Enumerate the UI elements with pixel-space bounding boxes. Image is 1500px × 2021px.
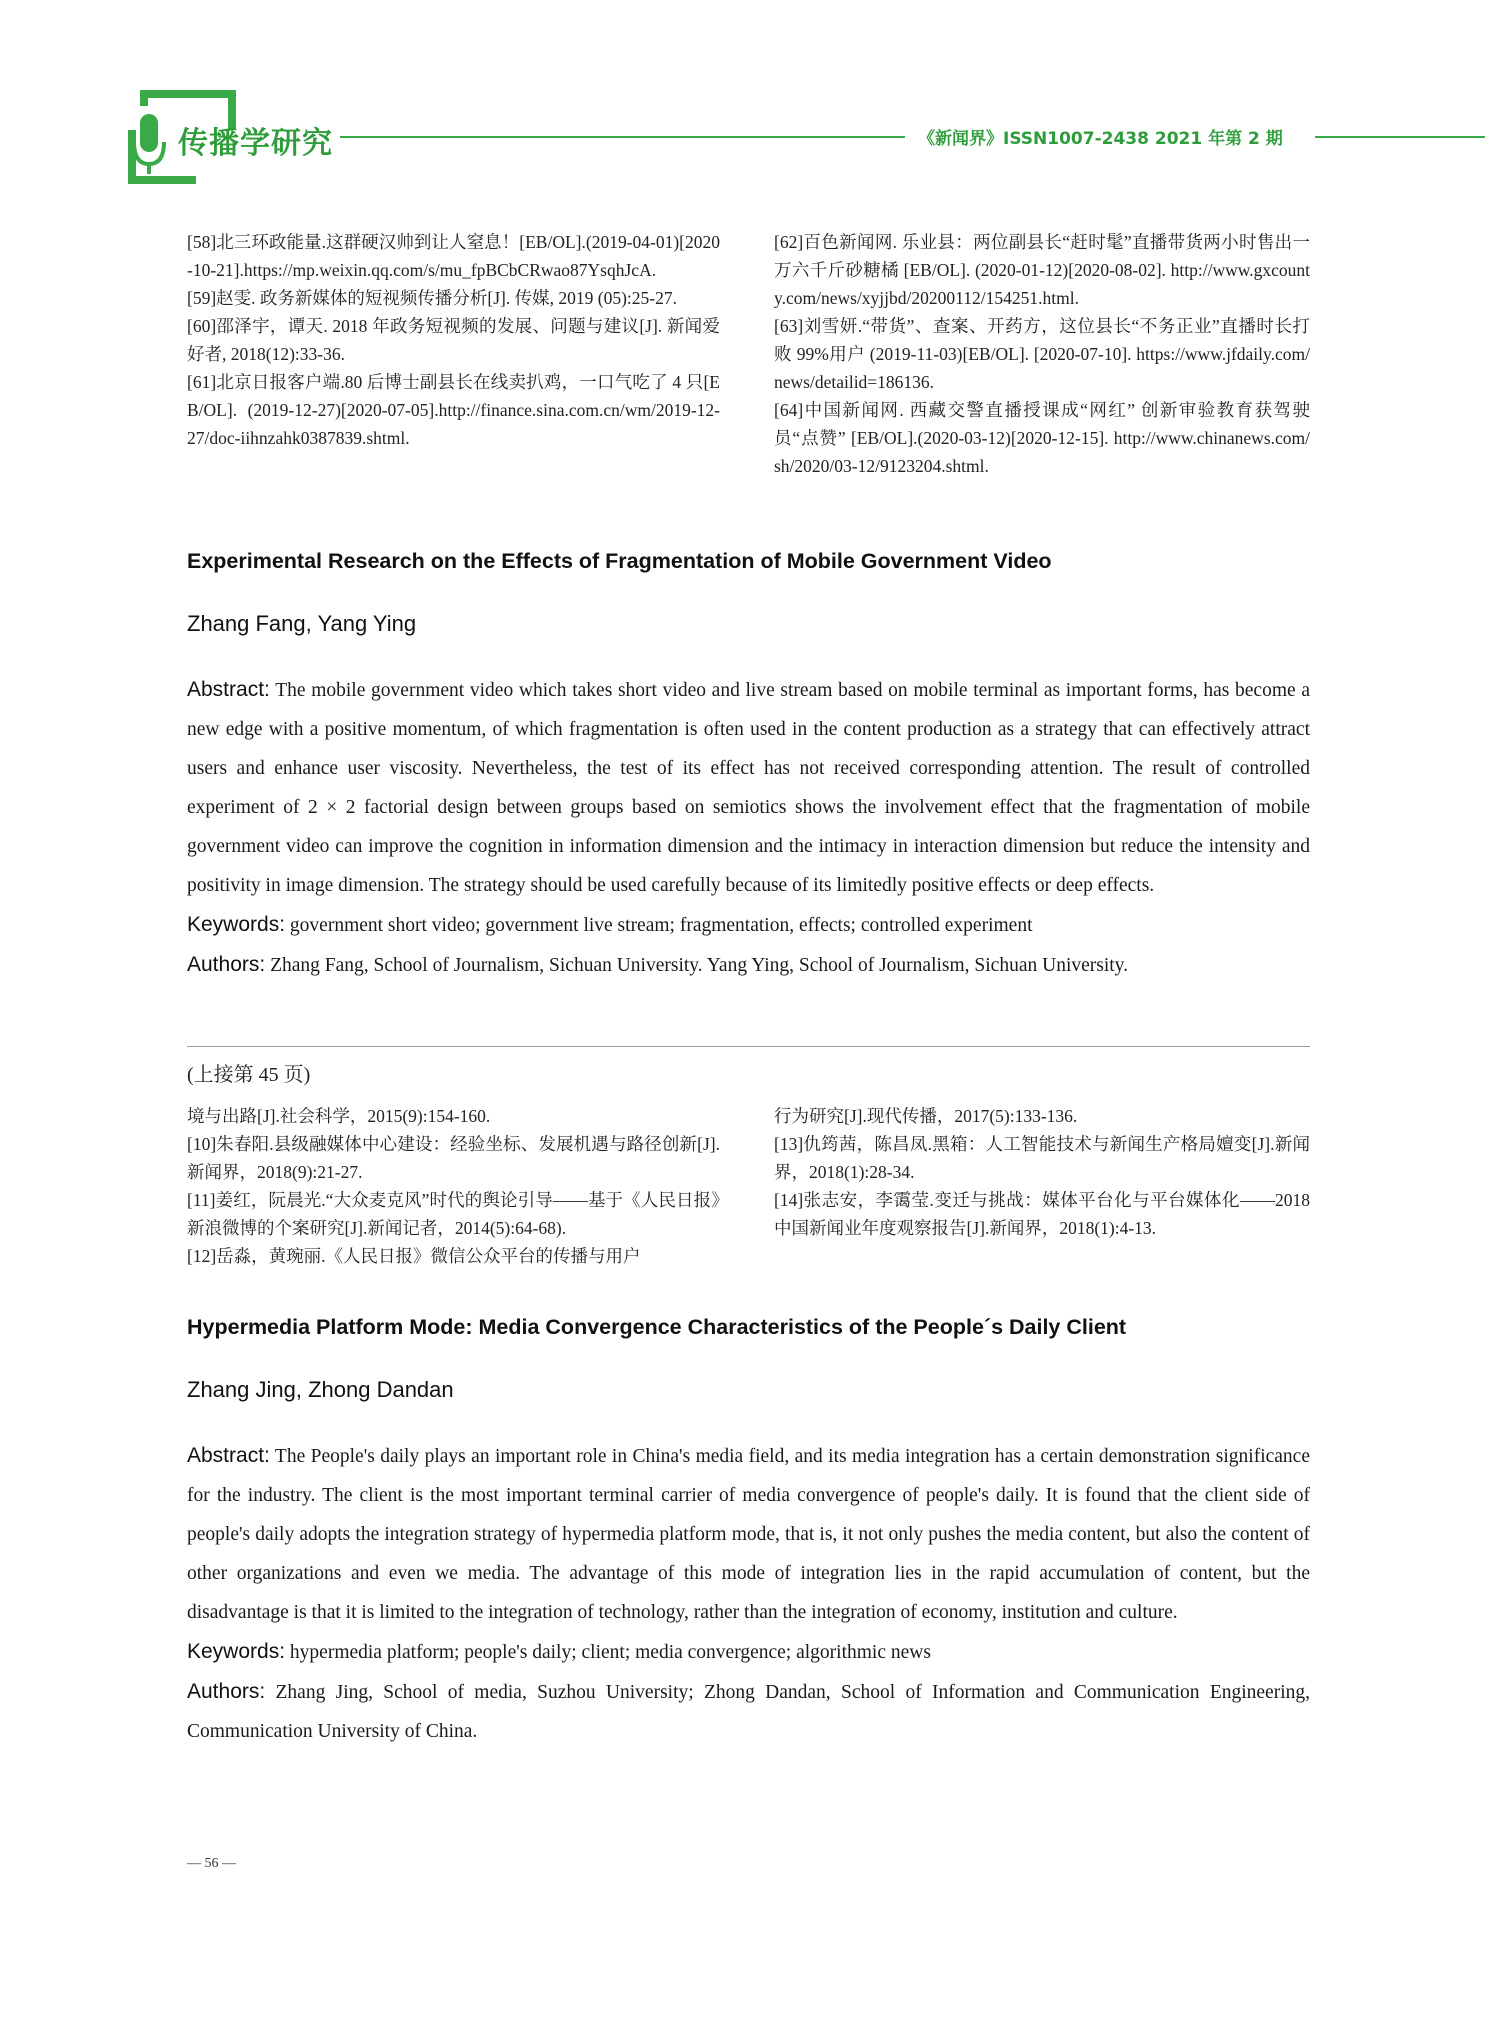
section-divider (187, 1046, 1310, 1047)
article-2-authors: Zhang Jing, Zhong Dandan (187, 1377, 454, 1402)
continued-from-label: (上接第 45 页) (187, 1064, 311, 1086)
reference-item: [12]岳淼，黄琬丽.《人民日报》微信公众平台的传播与用户 (187, 1246, 641, 1266)
keywords-label: Keywords: (187, 913, 286, 936)
journal-issue-info: 《新闻界》ISSN1007-2438 2021 年第 2 期 (918, 129, 1283, 149)
reference-item: [61]北京日报客户端.80 后博士副县长在线卖扒鸡，一口气吃了 4 只[EB/OL]. (2019-12-27)[2020-07-05].http://finance.sina.com.cn/wm/2019-12-27/doc-iihnzahk0387839.shtml. (187, 372, 720, 448)
reference-item: 行为研究[J].现代传播，2017(5):133-136. (774, 1106, 1078, 1126)
reference-item: [63]刘雪妍.“带货”、查案、开药方，这位县长“不务正业”直播时长打败 99%用户 (2019-11-03)[EB/OL]. [2020-07-10]. https://www.jfdaily.com/news/detailid=186136. (774, 316, 1310, 392)
article-1-authors: Zhang Fang, Yang Ying (187, 611, 417, 636)
section-title: 传播学研究 (178, 126, 333, 161)
abstract-label: Abstract: (187, 1444, 270, 1467)
references-bottom-left (187, 1102, 720, 1270)
reference-item: 境与出路[J].社会科学，2015(9):154-160. (187, 1106, 491, 1126)
reference-item: [62]百色新闻网. 乐业县：两位副县长“赶时髦”直播带货两小时售出一万六千斤砂糖橘 [EB/OL]. (2020-01-12)[2020-08-02]. http://www.gxcounty.com/news/xyjjbd/20200112/154251.html. (774, 232, 1310, 308)
reference-item: [10]朱春阳.县级融媒体中心建设：经验坐标、发展机遇与路径创新[J].新闻界，2018(9):21-27. (187, 1134, 720, 1182)
abstract-text: The mobile government video which takes short video and live stream based on mobile terminal as important forms, has become a new edge with a positive momentum, of which fragmentation is often used in the content production as a strategy that can effectively attract users and enhance user viscosity. Nevertheless, the test of its effect has not received corresponding attention. The result of controlled experiment of 2 × 2 factorial design between groups based on semiotics shows the involvement effect that the fragmentation of mobile government video can improve the cognition in information dimension and the intimacy in interaction dimension but reduce the intensity and positivity in image dimension. The strategy should be used carefully because of its limitedly positive effects or deep effects. (187, 680, 1310, 896)
authors-label: Authors: (187, 953, 266, 976)
reference-item: [11]姜红，阮晨光.“大众麦克风”时代的舆论引导——基于《人民日报》新浪微博的个案研究[J].新闻记者，2014(5):64-68). (187, 1190, 720, 1238)
authors-text: Zhang Jing, School of media, Suzhou University; Zhong Dandan, School of Information and Communication Engineering, Communication University of China. (187, 1682, 1310, 1742)
article-2-abstract-block (187, 1436, 1310, 1751)
abstract-text: The People's daily plays an important role in China's media field, and its media integration has a certain demonstration significance for the industry. The client is the most important terminal carrier of media convergence of people's daily. It is found that the client side of people's daily adopts the integration strategy of hypermedia platform mode, that is, it not only pushes the media content, but also the content of other organizations and even we media. The advantage of this mode of integration lies in the rapid accumulation of content, but the disadvantage is that it is limited to the integration of technology, rather than the integration of economy, institution and culture. (187, 1446, 1310, 1623)
abstract-label: Abstract: (187, 678, 270, 701)
references-top-left (187, 228, 720, 452)
reference-item: [14]张志安，李霭莹.变迁与挑战：媒体平台化与平台媒体化——2018 中国新闻业年度观察报告[J].新闻界，2018(1):4-13. (774, 1190, 1310, 1238)
article-1-title: Experimental Research on the Effects of Fragmentation of Mobile Government Video (187, 549, 1052, 573)
authors-text: Zhang Fang, School of Journalism, Sichuan University. Yang Ying, School of Journalism, Sichuan University. (265, 955, 1129, 976)
keywords-line (187, 905, 1310, 945)
authors-label: Authors: (187, 1680, 266, 1703)
authors-line (187, 945, 1310, 985)
article-2-title: Hypermedia Platform Mode: Media Convergence Characteristics of the People´s Daily Client (187, 1315, 1127, 1339)
abstract-paragraph (187, 670, 1310, 905)
abstract-paragraph (187, 1436, 1310, 1632)
keywords-line (187, 1632, 1310, 1672)
reference-item: [60]邵泽宇，谭天. 2018 年政务短视频的发展、问题与建议[J]. 新闻爱好者, 2018(12):33-36. (187, 316, 720, 364)
keywords-label: Keywords: (187, 1640, 286, 1663)
keywords-text: hypermedia platform; people's daily; client; media convergence; algorithmic news (285, 1642, 931, 1663)
page-number: — 56 — (187, 1856, 236, 1871)
header-rule-left (340, 136, 905, 138)
header-rule-right (1315, 136, 1485, 138)
authors-line (187, 1672, 1310, 1751)
keywords-text: government short video; government live stream; fragmentation, effects; controlled experiment (285, 915, 1033, 936)
references-bottom-right (774, 1102, 1310, 1242)
reference-item: [58]北三环政能量.这群硬汉帅到让人窒息！[EB/OL].(2019-04-01)[2020-10-21].https://mp.weixin.qq.com/s/mu_fpBCbCRwao87YsqhJcA. (187, 232, 720, 280)
reference-item: [13]仇筠茜，陈昌凤.黑箱：人工智能技术与新闻生产格局嬗变[J].新闻界，2018(1):28-34. (774, 1134, 1310, 1182)
references-top-right (774, 228, 1310, 480)
reference-item: [64]中国新闻网. 西藏交警直播授课成“网红” 创新审验教育获驾驶员“点赞” [EB/OL].(2020-03-12)[2020-12-15]. http://www.chinanews.com/sh/2020/03-12/9123204.shtml. (774, 400, 1310, 476)
article-1-abstract-block (187, 670, 1310, 985)
reference-item: [59]赵雯. 政务新媒体的短视频传播分析[J]. 传媒, 2019 (05):25-27. (187, 288, 677, 308)
